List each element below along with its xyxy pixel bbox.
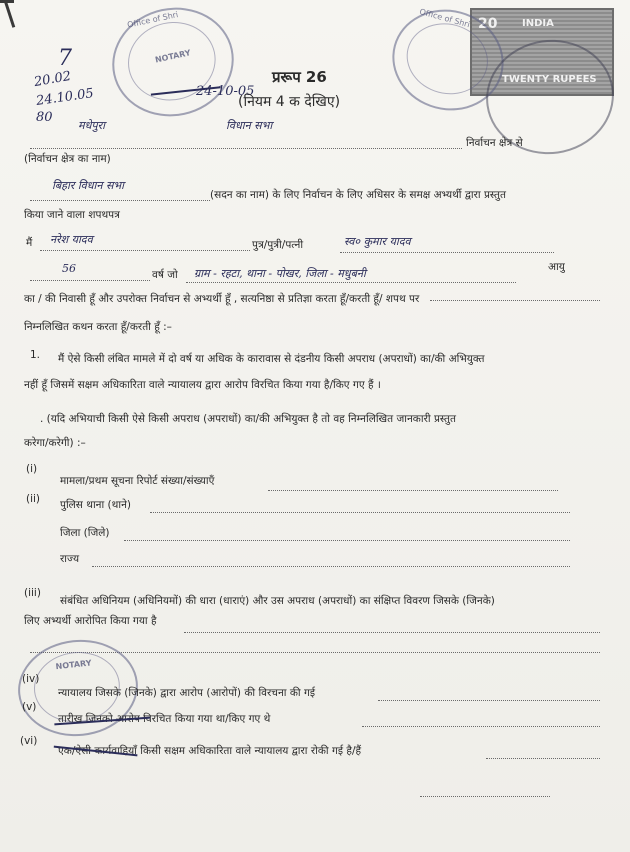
notary-seal-top bbox=[102, 0, 244, 128]
item-iii-line-1 bbox=[184, 632, 600, 633]
para2-line-a: . (यदि अभियाची किसी ऐसे किसी अपराध (अपराधों) का/की अभियुक्त है तो वह निम्नलिखित जानकारी प्रस्तुत bbox=[40, 413, 456, 425]
revenue-stamp-denomination: TWENTY RUPEES bbox=[502, 74, 597, 85]
notary-seal-label: NOTARY bbox=[154, 48, 192, 65]
notary-seal-top-text: Office of Shri bbox=[126, 10, 179, 30]
address-line-2 bbox=[430, 300, 600, 301]
name-line bbox=[40, 250, 250, 251]
hw-house-name: बिहार विधान सभा bbox=[52, 179, 125, 192]
hw-father: स्व० कुमार यादव bbox=[344, 235, 411, 248]
item-vi-number: (vi) bbox=[20, 735, 38, 747]
hw-age: 56 bbox=[62, 262, 76, 275]
item-iii-line-a: संबंधित अधिनियम (अधिनियमों) की धारा (धाराएं) और उस अपराध (अपराधों) का संक्षिप्त विवरण जिसके (जिनके) bbox=[60, 595, 495, 607]
item-ii-police: पुलिस थाना (थाने) bbox=[60, 499, 132, 511]
hw-candidate: नरेश यादव bbox=[50, 233, 93, 246]
item-v-number: (v) bbox=[22, 701, 37, 713]
notary-seal-right-text: Office of Shri bbox=[418, 7, 471, 30]
para1-number: 1. bbox=[30, 349, 41, 361]
item-i-line bbox=[268, 490, 558, 491]
form-subtitle: (नियम 4 क देखिए) bbox=[238, 94, 341, 110]
item-ii-number: (ii) bbox=[26, 493, 41, 505]
item-ii-state: राज्य bbox=[60, 553, 80, 565]
notary-seal-bottom-text: NOTARY bbox=[55, 658, 92, 672]
margin-stroke bbox=[0, 0, 14, 3]
house-line bbox=[30, 200, 210, 201]
item-ii-police-line bbox=[150, 512, 570, 513]
item-i-number: (i) bbox=[26, 463, 38, 475]
revenue-stamp-value: 20 bbox=[478, 16, 498, 32]
para1-line-b: नहीं हूँ जिसमें सक्षम अधिकारिता वाले न्यायालय द्वारा आरोप विरचित किया गया है/किए गए हैं । bbox=[24, 379, 381, 391]
item-ii-district-line bbox=[124, 540, 570, 541]
constituency-line bbox=[30, 148, 462, 149]
hw-constituency: मधेपुरा bbox=[78, 119, 105, 132]
item-iv-number: (iv) bbox=[22, 673, 40, 685]
hw-date-b: 24.10.05 bbox=[35, 86, 95, 109]
affidavit-label: किया जाने वाला शपथपत्र bbox=[24, 209, 120, 221]
blank-line bbox=[420, 796, 550, 797]
age-unit: वर्ष जो bbox=[152, 269, 178, 281]
item-iv-line bbox=[378, 700, 600, 701]
residence-statement: का / की निवासी हूँ और उपरोक्त निर्वाचन से अभ्यर्थी हूँ , सत्यनिष्ठा से प्रतिज्ञा करता हूँ/करती हूँ/ शपथ पर bbox=[24, 293, 420, 305]
item-v-label: तारीख जिनको आरोप विरचित किया गया था/किए गए थे bbox=[58, 713, 271, 725]
hw-date-a: 20.02 bbox=[32, 68, 73, 91]
item-iii-line-b: लिए अभ्यर्थी आरोपित किया गया है bbox=[24, 615, 157, 627]
age-label: आयु bbox=[548, 261, 565, 273]
house-line-text: (सदन का नाम) के लिए निर्वाचन के लिए अधिसर के समक्ष अभ्यर्थी द्वारा प्रस्तुत bbox=[210, 189, 506, 201]
father-line bbox=[340, 252, 554, 253]
hw-serial: 80 bbox=[36, 110, 53, 125]
para2-line-b: करेगा/करेगी) :– bbox=[24, 437, 86, 449]
name-prefix: मैं bbox=[26, 237, 33, 249]
hw-house: विधान सभा bbox=[226, 119, 273, 132]
statement-intro: निम्नलिखित कथन करता हूँ/करती हूँ :– bbox=[24, 321, 172, 333]
item-vi-line bbox=[486, 758, 600, 759]
item-iii-number: (iii) bbox=[24, 587, 41, 599]
item-vi-label: एक/ऐसी कार्यवाहियाँ किसी सक्षम अधिकारिता वाले न्यायालय द्वारा रोकी गई है/हैं bbox=[58, 745, 362, 757]
hw-address: ग्राम - रहटा, थाना - पोखर, जिला - मधुबनी bbox=[194, 267, 366, 280]
item-i-label: मामला/प्रथम सूचना रिपोर्ट संख्या/संख्याएँ bbox=[60, 475, 215, 487]
constituency-label: (निर्वाचन क्षेत्र का नाम) bbox=[24, 153, 111, 165]
margin-stroke bbox=[4, 0, 16, 28]
relation-label: पुत्र/पुत्री/पत्नी bbox=[252, 239, 304, 251]
age-line bbox=[30, 280, 150, 281]
form-title: प्ररूप 26 bbox=[272, 68, 327, 86]
constituency-suffix: निर्वाचन क्षेत्र से bbox=[466, 137, 523, 149]
address-line-1 bbox=[186, 282, 516, 283]
item-ii-state-line bbox=[92, 566, 570, 567]
hw-signature-date: 24-10-05 bbox=[196, 84, 255, 99]
item-iv-label: न्यायालय जिसके (जिनके) द्वारा आरोप (आरोपों) की विरचना की गई bbox=[58, 687, 316, 699]
revenue-stamp-top: INDIA bbox=[522, 18, 554, 29]
hw-margin-number: 7 bbox=[58, 46, 72, 71]
item-ii-district: जिला (जिले) bbox=[60, 527, 110, 539]
item-v-line bbox=[362, 726, 600, 727]
para1-line-a: मैं ऐसे किसी लंबित मामले में दो वर्ष या अधिक के कारावास से दंडनीय किसी अपराध (अपराधों) का/की अभियुक्त bbox=[58, 353, 485, 365]
